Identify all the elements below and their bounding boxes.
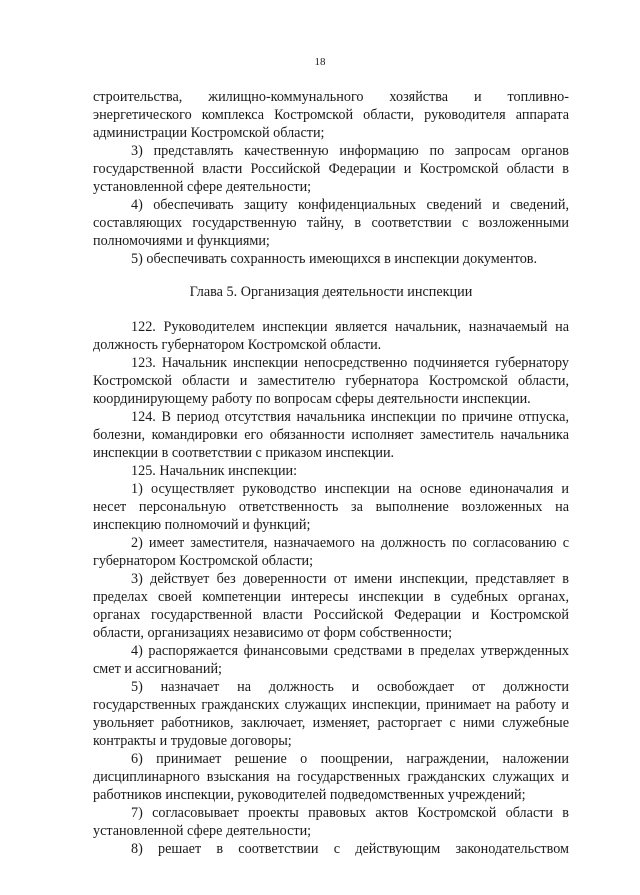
paragraph: 1) осуществляет руководство инспекции на основе единоначалия и несет персональную ответственность за выполнение возложенных на инспекцию полномочий и функций; (93, 481, 569, 533)
paragraph: строительства, жилищно-коммунального хозяйства и топливно-энергетического комплекса Костромской области, руководителя аппарата администрации Костромской области; (93, 89, 569, 141)
paragraph: 3) представлять качественную информацию по запросам органов государственной власти Российской Федерации и Костромской области в установленной сфере деятельности; (93, 143, 569, 195)
paragraph: 122. Руководителем инспекции является начальник, назначаемый на должность губернатором Костромской области. (93, 319, 569, 353)
paragraph: 7) согласовывает проекты правовых актов Костромской области в установленной сфере деятельности; (93, 805, 569, 839)
paragraph: 8) решает в соответствии с действующим законодательством (131, 841, 569, 857)
document-body (93, 88, 569, 858)
paragraph: 124. В период отсутствия начальника инспекции по причине отпуска, болезни, командировки его обязанности исполняет заместитель начальника инспекции в соответствии с приказом инспекции. (93, 409, 569, 461)
paragraph: 123. Начальник инспекции непосредственно подчиняется губернатору Костромской области и заместителю губернатора Костромской области, координирующему работу по вопросам сферы деятельности инспекции. (93, 355, 569, 407)
paragraph: 6) принимает решение о поощрении, награждении, наложении дисциплинарного взыскания на государственных гражданских служащих и работников инспекции, руководителей подведомственных учреждений; (93, 751, 569, 803)
page-number: 18 (314, 56, 326, 68)
paragraph: 4) обеспечивать защиту конфиденциальных сведений и сведений, составляющих государственную тайну, в соответствии с возложенными полномочиями и функциями; (93, 197, 569, 249)
paragraph: 3) действует без доверенности от имени инспекции, представляет в пределах своей компетенции интересы инспекции в судебных органах, органах государственной власти Российской Федерации и Костромской области, организациях независимо от форм собственности; (93, 571, 569, 641)
paragraph: 2) имеет заместителя, назначаемого на должность по согласованию с губернатором Костромской области; (93, 535, 569, 569)
paragraph: 5) обеспечивать сохранность имеющихся в инспекции документов. (131, 251, 538, 267)
paragraph: 125. Начальник инспекции: (131, 463, 298, 479)
paragraph: 4) распоряжается финансовыми средствами в пределах утвержденных смет и ассигнований; (93, 643, 569, 677)
chapter-heading: Глава 5. Организация деятельности инспекции (189, 284, 473, 300)
paragraph: 5) назначает на должность и освобождает от должности государственных гражданских служащих инспекции, принимает на работу и увольняет работников, заключает, изменяет, расторгает с ними служебные контракты и трудовые договоры; (93, 679, 569, 749)
